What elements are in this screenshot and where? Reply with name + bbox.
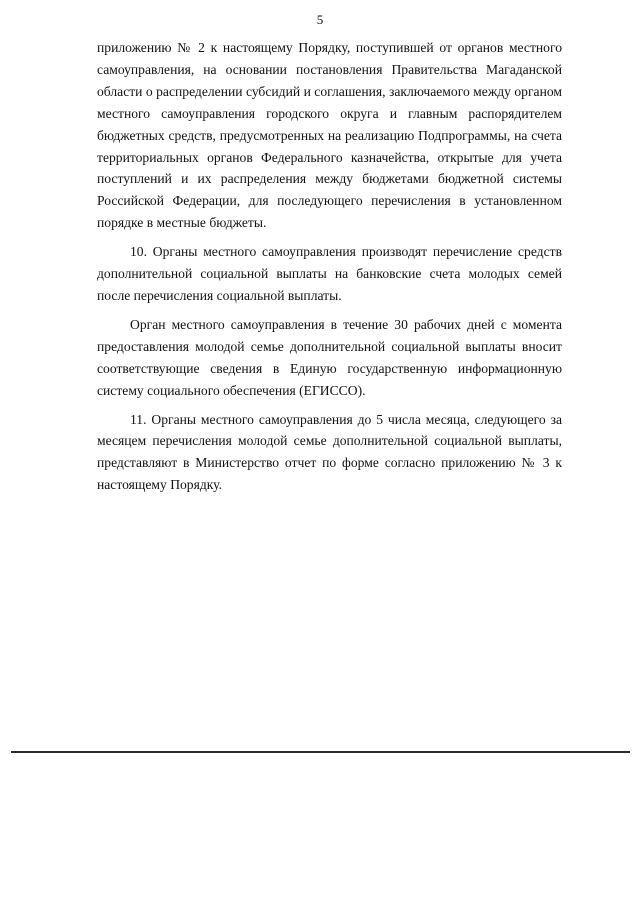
paragraph-continuation: приложению № 2 к настоящему Порядку, поступившей от органов местного самоуправления, на основании постановления Правительства Магаданской области о распределении субсидий и соглашения, заключаемого между органом местного самоуправления городского округа и главным распорядителем бюджетных средств, предусмотренных на реализацию Подпрограммы, на счета территориальных органов Федерального казначейства, открытые для учета поступлений и их распределения между бюджетами бюджетной системы Российской Федерации, для последующего перечисления в установленном порядке в местные бюджеты. [97, 40, 562, 231]
document-body [97, 37, 562, 496]
page-number: 5 [316, 12, 324, 27]
paragraph-item-10: 10. Органы местного самоуправления производят перечисление средств дополнительной социальной выплаты на банковские счета молодых семей после перечисления социальной выплаты. [97, 244, 562, 303]
paragraph-item-11: 11. Органы местного самоуправления до 5 числа месяца, следующего за месяцем перечисления молодой семье дополнительной социальной выплаты, представляют в Министерство отчет по форме согласно приложению № 3 к настоящему Порядку. [97, 411, 562, 493]
paragraph-egisso: Орган местного самоуправления в течение 30 рабочих дней с момента предоставления молодой семье дополнительной социальной выплаты вносит соответствующие сведения в Единую государственную информационную систему социального обеспечения (ЕГИССО). [97, 316, 562, 398]
footer-rule [11, 751, 630, 753]
